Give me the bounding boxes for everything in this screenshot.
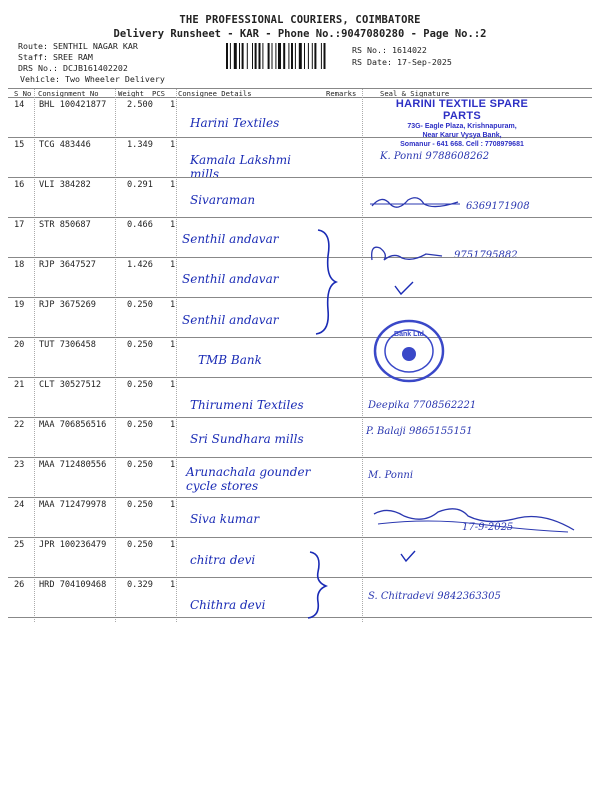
barcode-bar (283, 43, 285, 69)
row-divider (8, 257, 592, 258)
row-consignment-no: TUT 7306458 (39, 340, 96, 350)
row-divider (8, 617, 592, 618)
row-consignee-handwritten: Senthil andavar (182, 313, 279, 327)
row-serial: 26 (14, 580, 25, 590)
row-serial: 15 (14, 140, 25, 150)
row-consignment-no: MAA 712480556 (39, 460, 107, 470)
col-divider (34, 89, 35, 622)
barcode-bar (314, 43, 316, 69)
col-signature: Seal & Signature (380, 89, 450, 98)
row-pcs: 1 (170, 420, 176, 430)
row-weight: 0.250 (127, 340, 153, 350)
signature-scribble-icon (366, 242, 446, 266)
seal-text: Bank Ltd (394, 331, 424, 338)
firm-stamp (376, 98, 548, 149)
row-consignment-no: TCG 483446 (39, 140, 91, 150)
row-weight: 1.349 (127, 140, 153, 150)
row-divider (8, 457, 592, 458)
barcode-bar (272, 43, 273, 69)
row-serial: 20 (14, 340, 25, 350)
row-pcs: 1 (170, 380, 176, 390)
col-consignee: Consignee Details (178, 89, 252, 98)
barcode-bar (278, 43, 281, 69)
row-pcs: 1 (170, 220, 176, 230)
table-top-line (8, 88, 592, 89)
row-serial: 18 (14, 260, 25, 270)
rs-date: RS Date: 17-Sep-2025 (352, 57, 452, 67)
row-weight: 0.250 (127, 540, 153, 550)
barcode-bar (242, 43, 244, 69)
row-weight: 1.426 (127, 260, 153, 270)
row-signature: P. Balaji 9865155151 (366, 426, 473, 437)
row-consignment-no: STR 850687 (39, 220, 91, 230)
row-divider (8, 177, 592, 178)
row-signature: 6369171908 (466, 201, 530, 212)
rs-number: RS No.: 1614022 (352, 45, 427, 55)
row-pcs: 1 (170, 100, 176, 110)
row-consignee-handwritten: Senthil andavar (182, 232, 279, 246)
barcode-bar (255, 43, 257, 69)
barcode-bar (312, 43, 313, 69)
row-consignee-handwritten: Arunachala gounder cycle stores (186, 465, 311, 493)
row-consignment-no: CLT 30527512 (39, 380, 102, 390)
row-consignee-handwritten: Chithra devi (190, 598, 266, 612)
row-consignment-no: BHL 100421877 (39, 100, 107, 110)
row-consignee-handwritten: TMB Bank (198, 353, 262, 367)
row-divider (8, 297, 592, 298)
barcode-bar (288, 43, 289, 69)
row-serial: 23 (14, 460, 25, 470)
row-divider (8, 337, 592, 338)
staff-label: Staff: SREE RAM (18, 52, 93, 62)
row-weight: 0.250 (127, 300, 153, 310)
row-signature: K. Ponni 9788608262 (380, 151, 490, 162)
row-weight: 0.466 (127, 220, 153, 230)
row-pcs: 1 (170, 300, 176, 310)
row-consignee-handwritten: Kamala Lakshmi mills (190, 153, 291, 181)
col-consignment: Consignment No (38, 89, 99, 98)
row-serial: 19 (14, 300, 25, 310)
row-consignment-no: RJP 3675269 (39, 300, 96, 310)
col-divider (115, 89, 116, 622)
barcode-bar (275, 43, 276, 69)
barcode-icon (226, 43, 350, 69)
row-serial: 21 (14, 380, 25, 390)
tick-mark-icon (392, 280, 416, 298)
barcode-bar (295, 43, 296, 69)
barcode-bar (304, 43, 305, 69)
barcode-bar (262, 43, 263, 69)
row-pcs: 1 (170, 460, 176, 470)
row-pcs: 1 (170, 580, 176, 590)
barcode-bar (226, 43, 228, 69)
row-divider (8, 417, 592, 418)
row-consignment-no: JPR 100236479 (39, 540, 107, 550)
row-signature: M. Ponni (368, 470, 414, 481)
barcode-bar (239, 43, 240, 69)
row-signature: 9751795882 (454, 250, 518, 261)
row-serial: 24 (14, 500, 25, 510)
row-divider (8, 497, 592, 498)
row-serial: 25 (14, 540, 25, 550)
col-divider (176, 89, 177, 622)
row-signature: 17-9-2025 (462, 522, 514, 533)
signature-scribble-icon (368, 192, 464, 214)
barcode-bar (308, 43, 309, 69)
col-remarks: Remarks (326, 89, 357, 98)
row-weight: 0.250 (127, 420, 153, 430)
col-weight: Weight (118, 89, 144, 98)
barcode-bar (291, 43, 293, 69)
stamp-line: 73G- Eagle Plaza, Krishnapuram, (407, 123, 517, 130)
stamp-firm-name: HARINI TEXTILE SPARE PARTS (395, 98, 529, 122)
row-consignment-no: MAA 712479978 (39, 500, 107, 510)
signature-scribble-icon (368, 502, 578, 542)
col-divider (362, 89, 363, 622)
brace-icon (314, 226, 338, 338)
row-weight: 0.291 (127, 180, 153, 190)
barcode-bar (299, 43, 302, 69)
row-weight: 2.500 (127, 100, 153, 110)
runsheet-subtitle: Delivery Runsheet - KAR - Phone No.:9047080280 - Page No.:2 (113, 28, 487, 40)
row-consignment-no: HRD 704109468 (39, 580, 107, 590)
barcode-bar (252, 43, 253, 69)
row-weight: 0.250 (127, 460, 153, 470)
bank-seal-icon (372, 318, 446, 384)
tick-mark-icon (398, 549, 418, 565)
row-pcs: 1 (170, 500, 176, 510)
barcode-bar (324, 43, 326, 69)
row-pcs: 1 (170, 540, 176, 550)
row-serial: 17 (14, 220, 25, 230)
row-signature: Deepika 7708562221 (368, 400, 477, 411)
row-weight: 0.250 (127, 380, 153, 390)
row-consignee-handwritten: chitra devi (190, 553, 256, 567)
row-serial: 14 (14, 100, 25, 110)
row-signature: S. Chitradevi 9842363305 (368, 591, 501, 602)
row-consignee-handwritten: Harini Textiles (190, 116, 280, 130)
barcode-bar (259, 43, 261, 69)
row-serial: 22 (14, 420, 25, 430)
stamp-line: Near Karur Vysya Bank, (422, 132, 502, 139)
barcode-bar (230, 43, 231, 69)
row-weight: 0.250 (127, 500, 153, 510)
drs-label: DRS No.: DCJB161402202 (18, 63, 128, 73)
barcode-bar (234, 43, 237, 69)
vehicle-label: Vehicle: Two Wheeler Delivery (20, 74, 165, 84)
row-pcs: 1 (170, 140, 176, 150)
col-sno: S No (14, 89, 32, 98)
barcode-bar (268, 43, 270, 69)
row-serial: 16 (14, 180, 25, 190)
row-consignee-handwritten: Sivaraman (190, 193, 256, 207)
row-consignee-handwritten: Siva kumar (190, 512, 260, 526)
barcode-bar (321, 43, 322, 69)
stamp-line: Somanur - 641 668. Cell : 7708979681 (400, 141, 524, 148)
row-consignee-handwritten: Senthil andavar (182, 272, 279, 286)
row-consignment-no: RJP 3647527 (39, 260, 96, 270)
barcode-bar (247, 43, 248, 69)
row-consignment-no: MAA 706856516 (39, 420, 107, 430)
row-divider (8, 577, 592, 578)
row-pcs: 1 (170, 340, 176, 350)
route-label: Route: SENTHIL NAGAR KAR (18, 41, 138, 51)
row-divider (8, 217, 592, 218)
row-pcs: 1 (170, 260, 176, 270)
row-consignment-no: VLI 384282 (39, 180, 91, 190)
col-pcs: PCS (152, 89, 165, 98)
row-weight: 0.329 (127, 580, 153, 590)
row-pcs: 1 (170, 180, 176, 190)
company-title: THE PROFESSIONAL COURIERS, COIMBATORE (179, 14, 421, 26)
row-divider (8, 377, 592, 378)
row-consignee-handwritten: Thirumeni Textiles (190, 398, 304, 412)
brace-icon (306, 550, 328, 620)
row-consignee-handwritten: Sri Sundhara mills (190, 432, 304, 446)
